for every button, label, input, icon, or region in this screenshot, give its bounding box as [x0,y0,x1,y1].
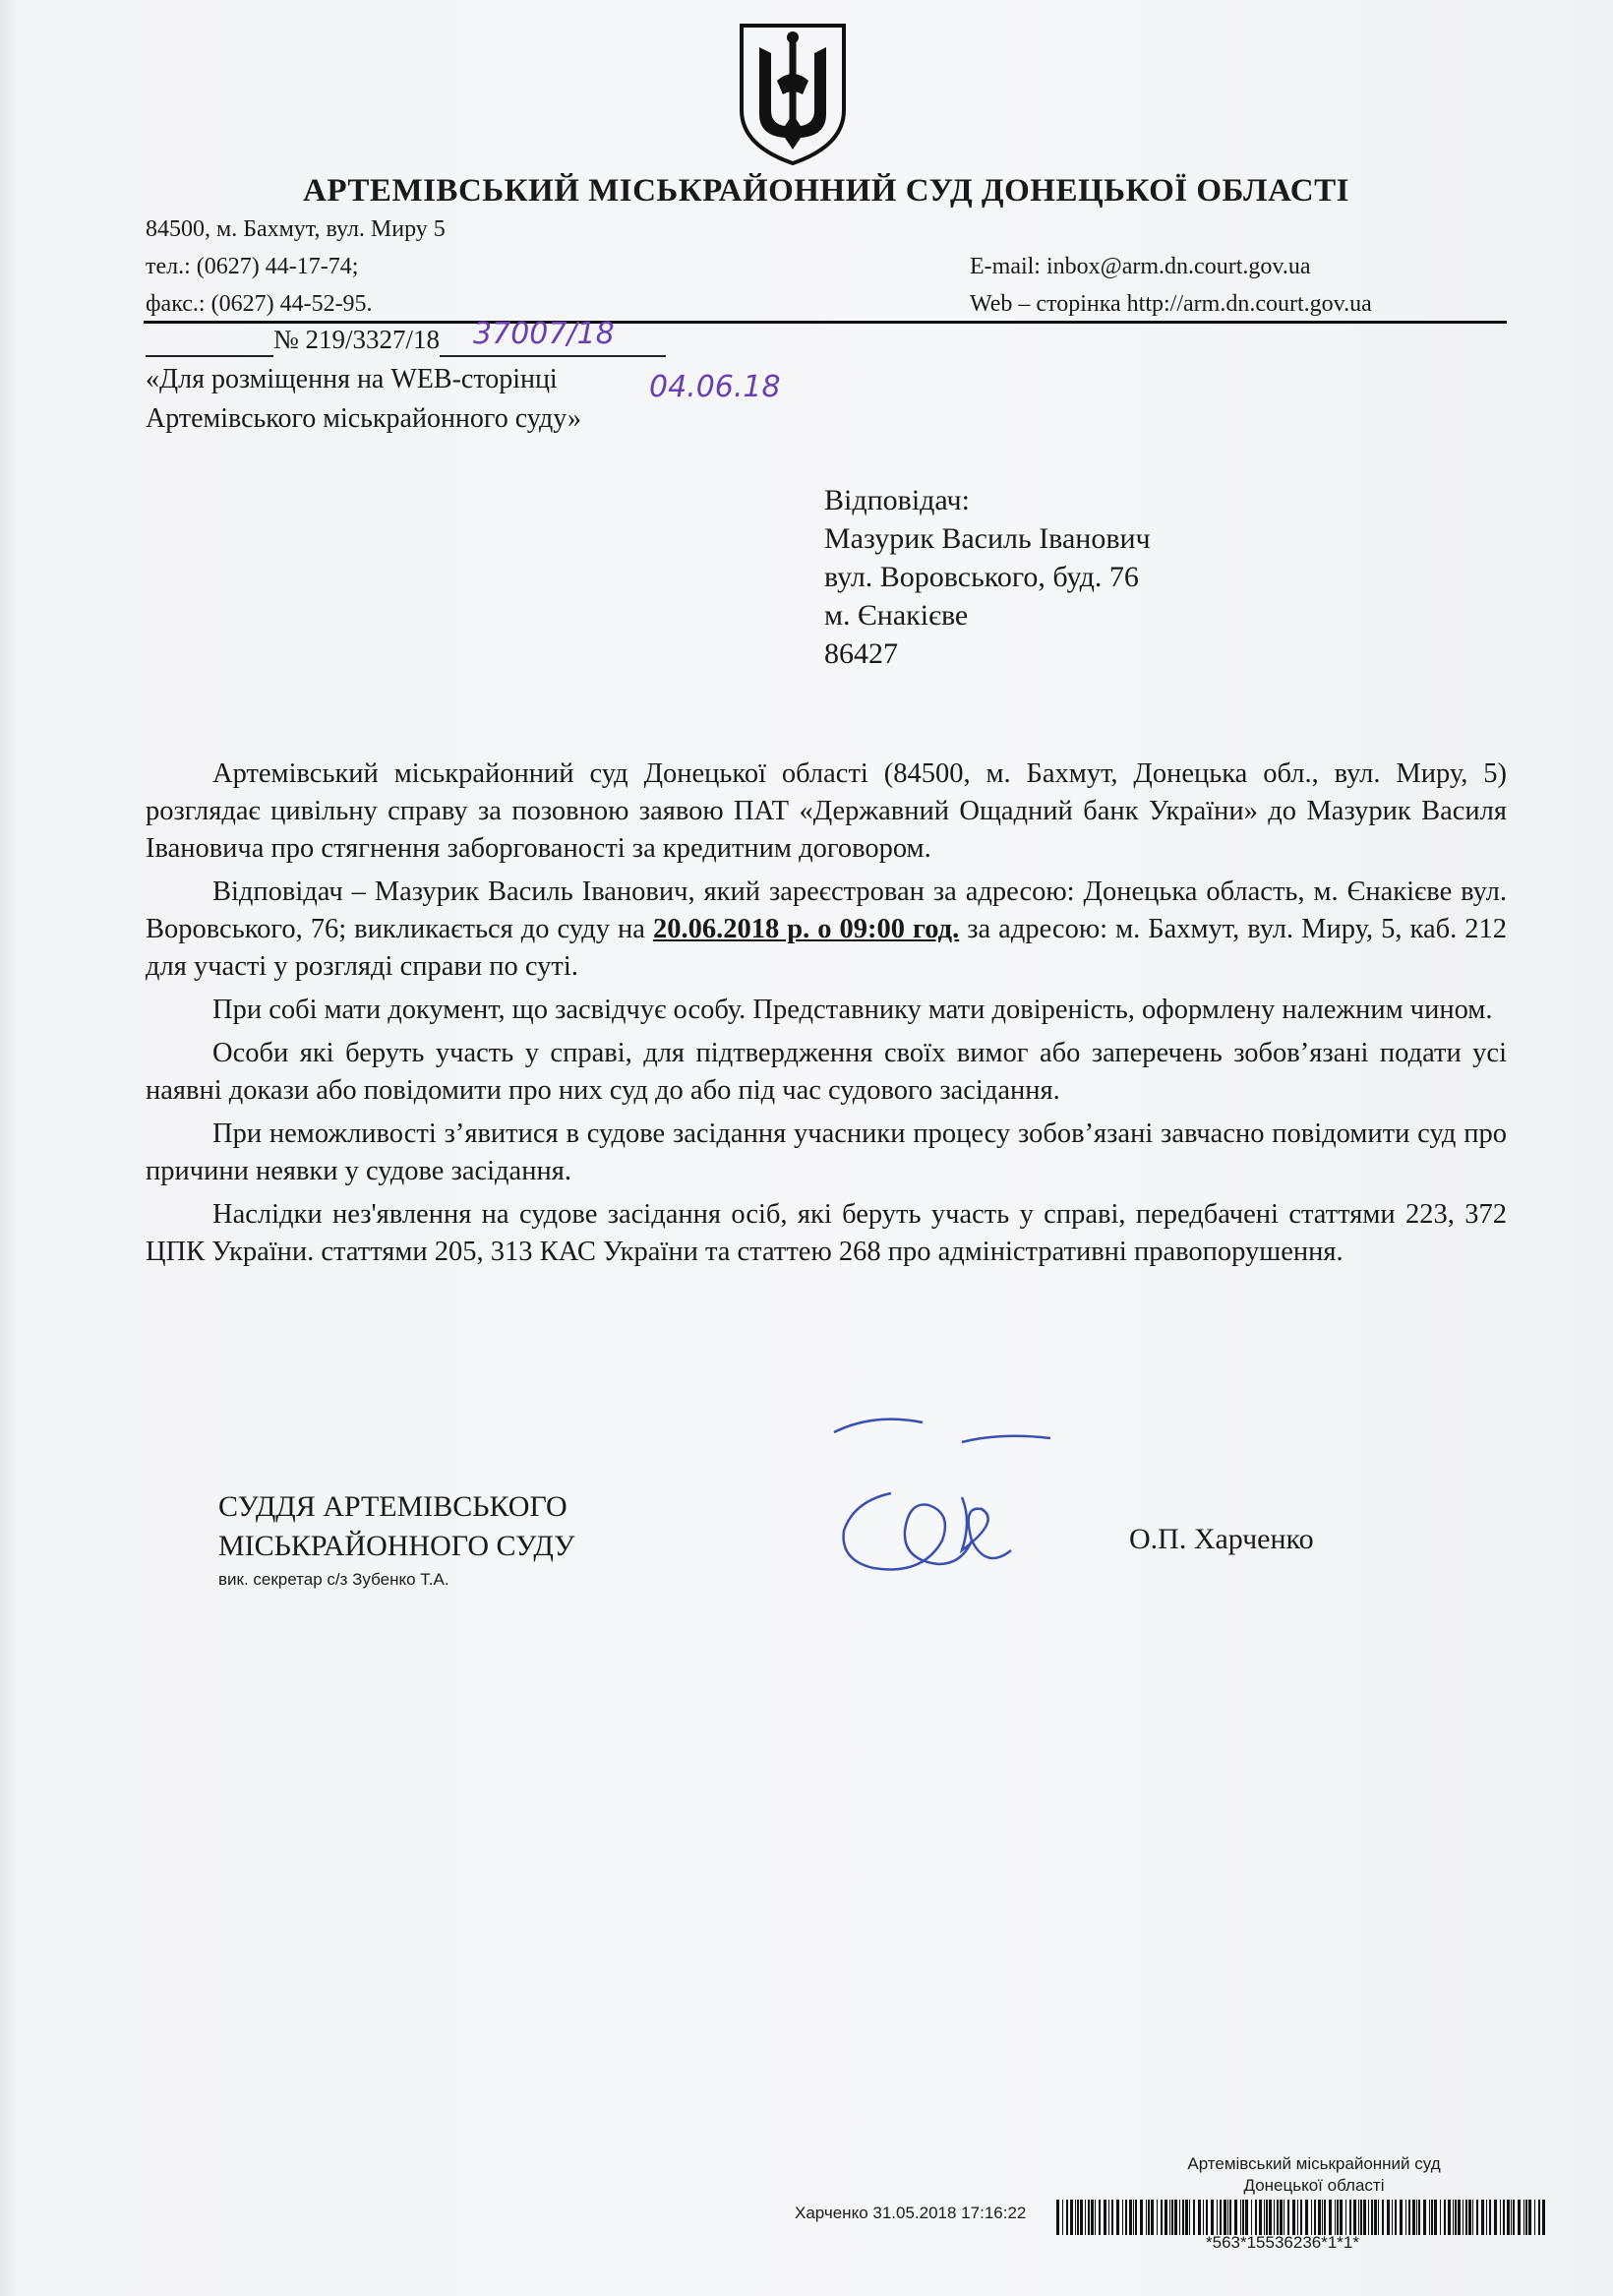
barcode-bar [1193,2200,1195,2235]
header-divider [144,321,1507,324]
barcode-bar [1324,2200,1326,2235]
barcode-bar [1292,2200,1295,2235]
barcode-bar [1297,2200,1298,2235]
barcode-bar [1345,2200,1346,2235]
barcode-bar [1229,2200,1231,2235]
barcode-bar [1468,2200,1471,2235]
barcode-bar [1111,2200,1113,2235]
barcode-bar [1174,2200,1177,2235]
paragraph: Особи які беруть участь у справі, для підтвердження своїх вимог або заперечень зобов’язані подати усі наявні докази або повідомити про них суд до або під час судового засідання. [146,1038,1507,1106]
barcode-bar [1472,2200,1473,2235]
registration-number: № 219/3327/18 [273,325,441,354]
barcode-bar [1392,2200,1393,2235]
barcode-bar [1056,2200,1059,2235]
barcode-bar [1161,2200,1163,2235]
barcode-bar [1185,2200,1188,2235]
barcode-bar [1395,2200,1397,2235]
barcode-bar [1108,2200,1109,2235]
barcode-bar [1538,2200,1540,2235]
barcode-bar [1133,2200,1134,2235]
paragraph [146,874,1507,986]
barcode [1056,2200,1546,2235]
barcode-bar [1091,2200,1094,2235]
secretary-note: вик. секретар с/з Зубенко Т.А. [218,1570,449,1589]
court-email: E-mail: inbox@arm.dn.court.gov.ua [970,254,1311,279]
barcode-bar [1104,2200,1106,2235]
barcode-bar [1382,2200,1384,2235]
barcode-bar [1349,2200,1351,2235]
barcode-bar [1358,2200,1359,2235]
barcode-bar [1405,2200,1406,2235]
barcode-bar [1360,2200,1362,2235]
barcode-bar [1353,2200,1356,2235]
barcode-bar [1423,2200,1426,2235]
barcode-bar [1431,2200,1433,2235]
barcode-bar [1165,2200,1167,2235]
barcode-bar [1418,2200,1420,2235]
web-note-line2: Артемівського міськрайонного суду» [146,403,581,434]
barcode-bar [1157,2200,1158,2235]
paragraph: При неможливості з’явитися в судове засідання учасники процесу зобов’язані завчасно повідомити суд про причини неявки у судове засідання. [146,1118,1507,1186]
barcode-bar [1525,2200,1527,2235]
text-span: за адресою: м. Бахмут, вул. Миру, 5, каб. 212 для участі у розгляді справи по суті. [146,914,1507,982]
barcode-caption: Харченко 31.05.2018 17:16:22 [795,2204,1027,2222]
court-fax: факс.: (0627) 44-52-95. [146,291,373,317]
barcode-bar [1189,2200,1190,2235]
barcode-bar [1075,2200,1076,2235]
barcode-bar [1481,2200,1484,2235]
barcode-bar [1274,2200,1275,2235]
handwritten-signature [814,1403,1080,1600]
barcode-bar [1148,2200,1150,2235]
barcode-bar [1088,2200,1090,2235]
addressee-role: Відповідач: [824,484,970,516]
barcode-bar [1259,2200,1262,2235]
barcode-bar [1318,2200,1321,2235]
barcode-bar [1363,2200,1366,2235]
registration-line [146,317,666,357]
barcode-bar [1408,2200,1410,2235]
barcode-bar [1217,2200,1218,2235]
addressee-name: Мазурик Василь Іванович [824,522,1151,555]
barcode-bar [1151,2200,1154,2235]
barcode-bar [1503,2200,1505,2235]
addressee-postcode: 86427 [824,637,898,670]
barcode-bar [1169,2200,1170,2235]
barcode-bar [1085,2200,1086,2235]
addressee-street: вул. Воровського, буд. 76 [824,561,1139,593]
barcode-bar [1070,2200,1073,2235]
barcode-bar [1300,2200,1302,2235]
barcode-bar [1455,2200,1457,2235]
barcode-bar [1513,2200,1515,2235]
barcode-bar [1116,2200,1119,2235]
barcode-bar [1220,2200,1222,2235]
barcode-bar [1182,2200,1184,2235]
barcode-bar [1511,2200,1512,2235]
hearing-datetime: 20.06.2018 р. о 09:00 год. [652,914,960,944]
paragraph: При собі мати документ, що засвідчує особу. Представнику мати довіреність, оформлену належним чином. [212,995,1493,1025]
barcode-bar [1429,2200,1430,2235]
barcode-bar [1255,2200,1257,2235]
barcode-bar [1125,2200,1127,2235]
barcode-bar [1277,2200,1279,2235]
barcode-bar [1280,2200,1283,2235]
judge-title-line2: МІСЬКРАЙОННОГО СУДУ [218,1530,575,1562]
barcode-bar [1129,2200,1132,2235]
paragraph: Наслідки нез'явлення на судове засідання осіб, які беруть участь у справі, передбачені статтями 223, 372 ЦПК України. статтями 205, 313 КАС України та статтею 268 про адміністративні правопорушення. [146,1199,1507,1267]
barcode-bar [1140,2200,1143,2235]
paragraph: Артемівський міськрайонний суд Донецької області (84500, м. Бахмут, Донецька обл., вул. Миру, 5) розглядає цивільну справу за позовною заявою ПАТ «Державний Ощадний банк України» до Мазурик Василя Івановича про стягнення заборгованості за кредитним договором. [146,758,1507,864]
barcode-bar [1523,2200,1524,2235]
barcode-bar [1211,2200,1214,2235]
barcode-bar [1264,2200,1265,2235]
court-address: 84500, м. Бахмут, вул. Миру 5 [146,216,446,242]
judge-name: О.П. Харченко [1129,1523,1314,1555]
barcode-bar [1203,2200,1204,2235]
barcode-bar [1476,2200,1478,2235]
barcode-bar [1337,2200,1339,2235]
barcode-bar [1171,2200,1173,2235]
barcode-bar [1500,2200,1501,2235]
handwritten-number: 37007/18 [473,317,615,351]
barcode-bar [1440,2200,1441,2235]
barcode-bar [1305,2200,1308,2235]
barcode-bar [1335,2200,1336,2235]
barcode-bar [1146,2200,1147,2235]
barcode-bar [1453,2200,1454,2235]
stamp-court-line1: Артемівський міськрайонний суд [1187,2154,1441,2173]
judge-title-line1: СУДДЯ АРТЕМІВСЬКОГО [218,1490,568,1523]
stamp-court-line2: Донецької області [1243,2176,1385,2195]
barcode-bar [1340,2200,1343,2235]
court-name: АРТЕМІВСЬКИЙ МІСЬКРАЙОННИЙ СУД ДОНЕЦЬКОЇ ОБЛАСТІ [303,173,1349,209]
barcode-bar [1287,2200,1289,2235]
barcode-bar [1234,2200,1237,2235]
barcode-bar [1378,2200,1379,2235]
barcode-bar [1416,2200,1417,2235]
text-span: Відповідач – Мазурик Василь Іванович, який зареєстрован за адресою: Донецька область, м. Єнакієве вул. Воровського, 76; викликається до суду на [146,876,1507,944]
barcode-bar [1494,2200,1497,2235]
barcode-bar [1374,2200,1377,2235]
barcode-bar [1371,2200,1373,2235]
barcode-bar [1198,2200,1201,2235]
barcode-bar [1135,2200,1137,2235]
barcode-bar [1179,2200,1180,2235]
blank-line [146,325,273,357]
barcode-bar [1251,2200,1252,2235]
web-note-line1: «Для розміщення на WEB-сторінці [146,364,558,394]
barcode-bar [1444,2200,1446,2235]
addressee-city: м. Єнакієве [824,599,969,632]
coat-of-arms-icon [734,20,852,167]
barcode-bar [1080,2200,1083,2235]
barcode-bar [1066,2200,1068,2235]
barcode-bar [1542,2200,1545,2235]
barcode-bar [1314,2200,1316,2235]
barcode-bar [1507,2200,1510,2235]
barcode-bar [1206,2200,1208,2235]
barcode-bar [1518,2200,1521,2235]
barcode-bar [1534,2200,1535,2235]
barcode-bar [1489,2200,1491,2235]
handwritten-date: 04.06.18 [649,370,781,404]
barcode-bar [1463,2200,1464,2235]
barcode-bar [1400,2200,1403,2235]
barcode-bar [1368,2200,1369,2235]
barcode-bar [1528,2200,1531,2235]
barcode-bar [1311,2200,1312,2235]
barcode-bar [1387,2200,1390,2235]
barcode-bar [1322,2200,1323,2235]
barcode-bar [1458,2200,1461,2235]
barcode-bar [1224,2200,1226,2235]
barcode-bar [1077,2200,1079,2235]
barcode-bar [1412,2200,1415,2235]
barcode-bar [1099,2200,1101,2235]
court-website: Web – сторінка http://arm.dn.court.gov.ua [970,291,1372,317]
barcode-bar [1095,2200,1096,2235]
barcode-bar [1227,2200,1228,2235]
notice-body [146,755,1507,1277]
barcode-bar [1062,2200,1063,2235]
barcode-bar [1269,2200,1272,2235]
barcode-bar [1465,2200,1467,2235]
barcode-bar [1434,2200,1437,2235]
barcode-bar [1242,2200,1244,2235]
barcode-bar [1266,2200,1268,2235]
court-phone: тел.: (0627) 44-17-74; [146,254,359,279]
blank-line [440,317,666,357]
barcode-bar [1240,2200,1241,2235]
barcode-bar [1245,2200,1248,2235]
barcode-bar [1486,2200,1487,2235]
barcode-code: *563*15536236*1*1* [1206,2233,1359,2252]
barcode-bar [1329,2200,1332,2235]
barcode-bar [1448,2200,1451,2235]
barcode-bar [1122,2200,1123,2235]
